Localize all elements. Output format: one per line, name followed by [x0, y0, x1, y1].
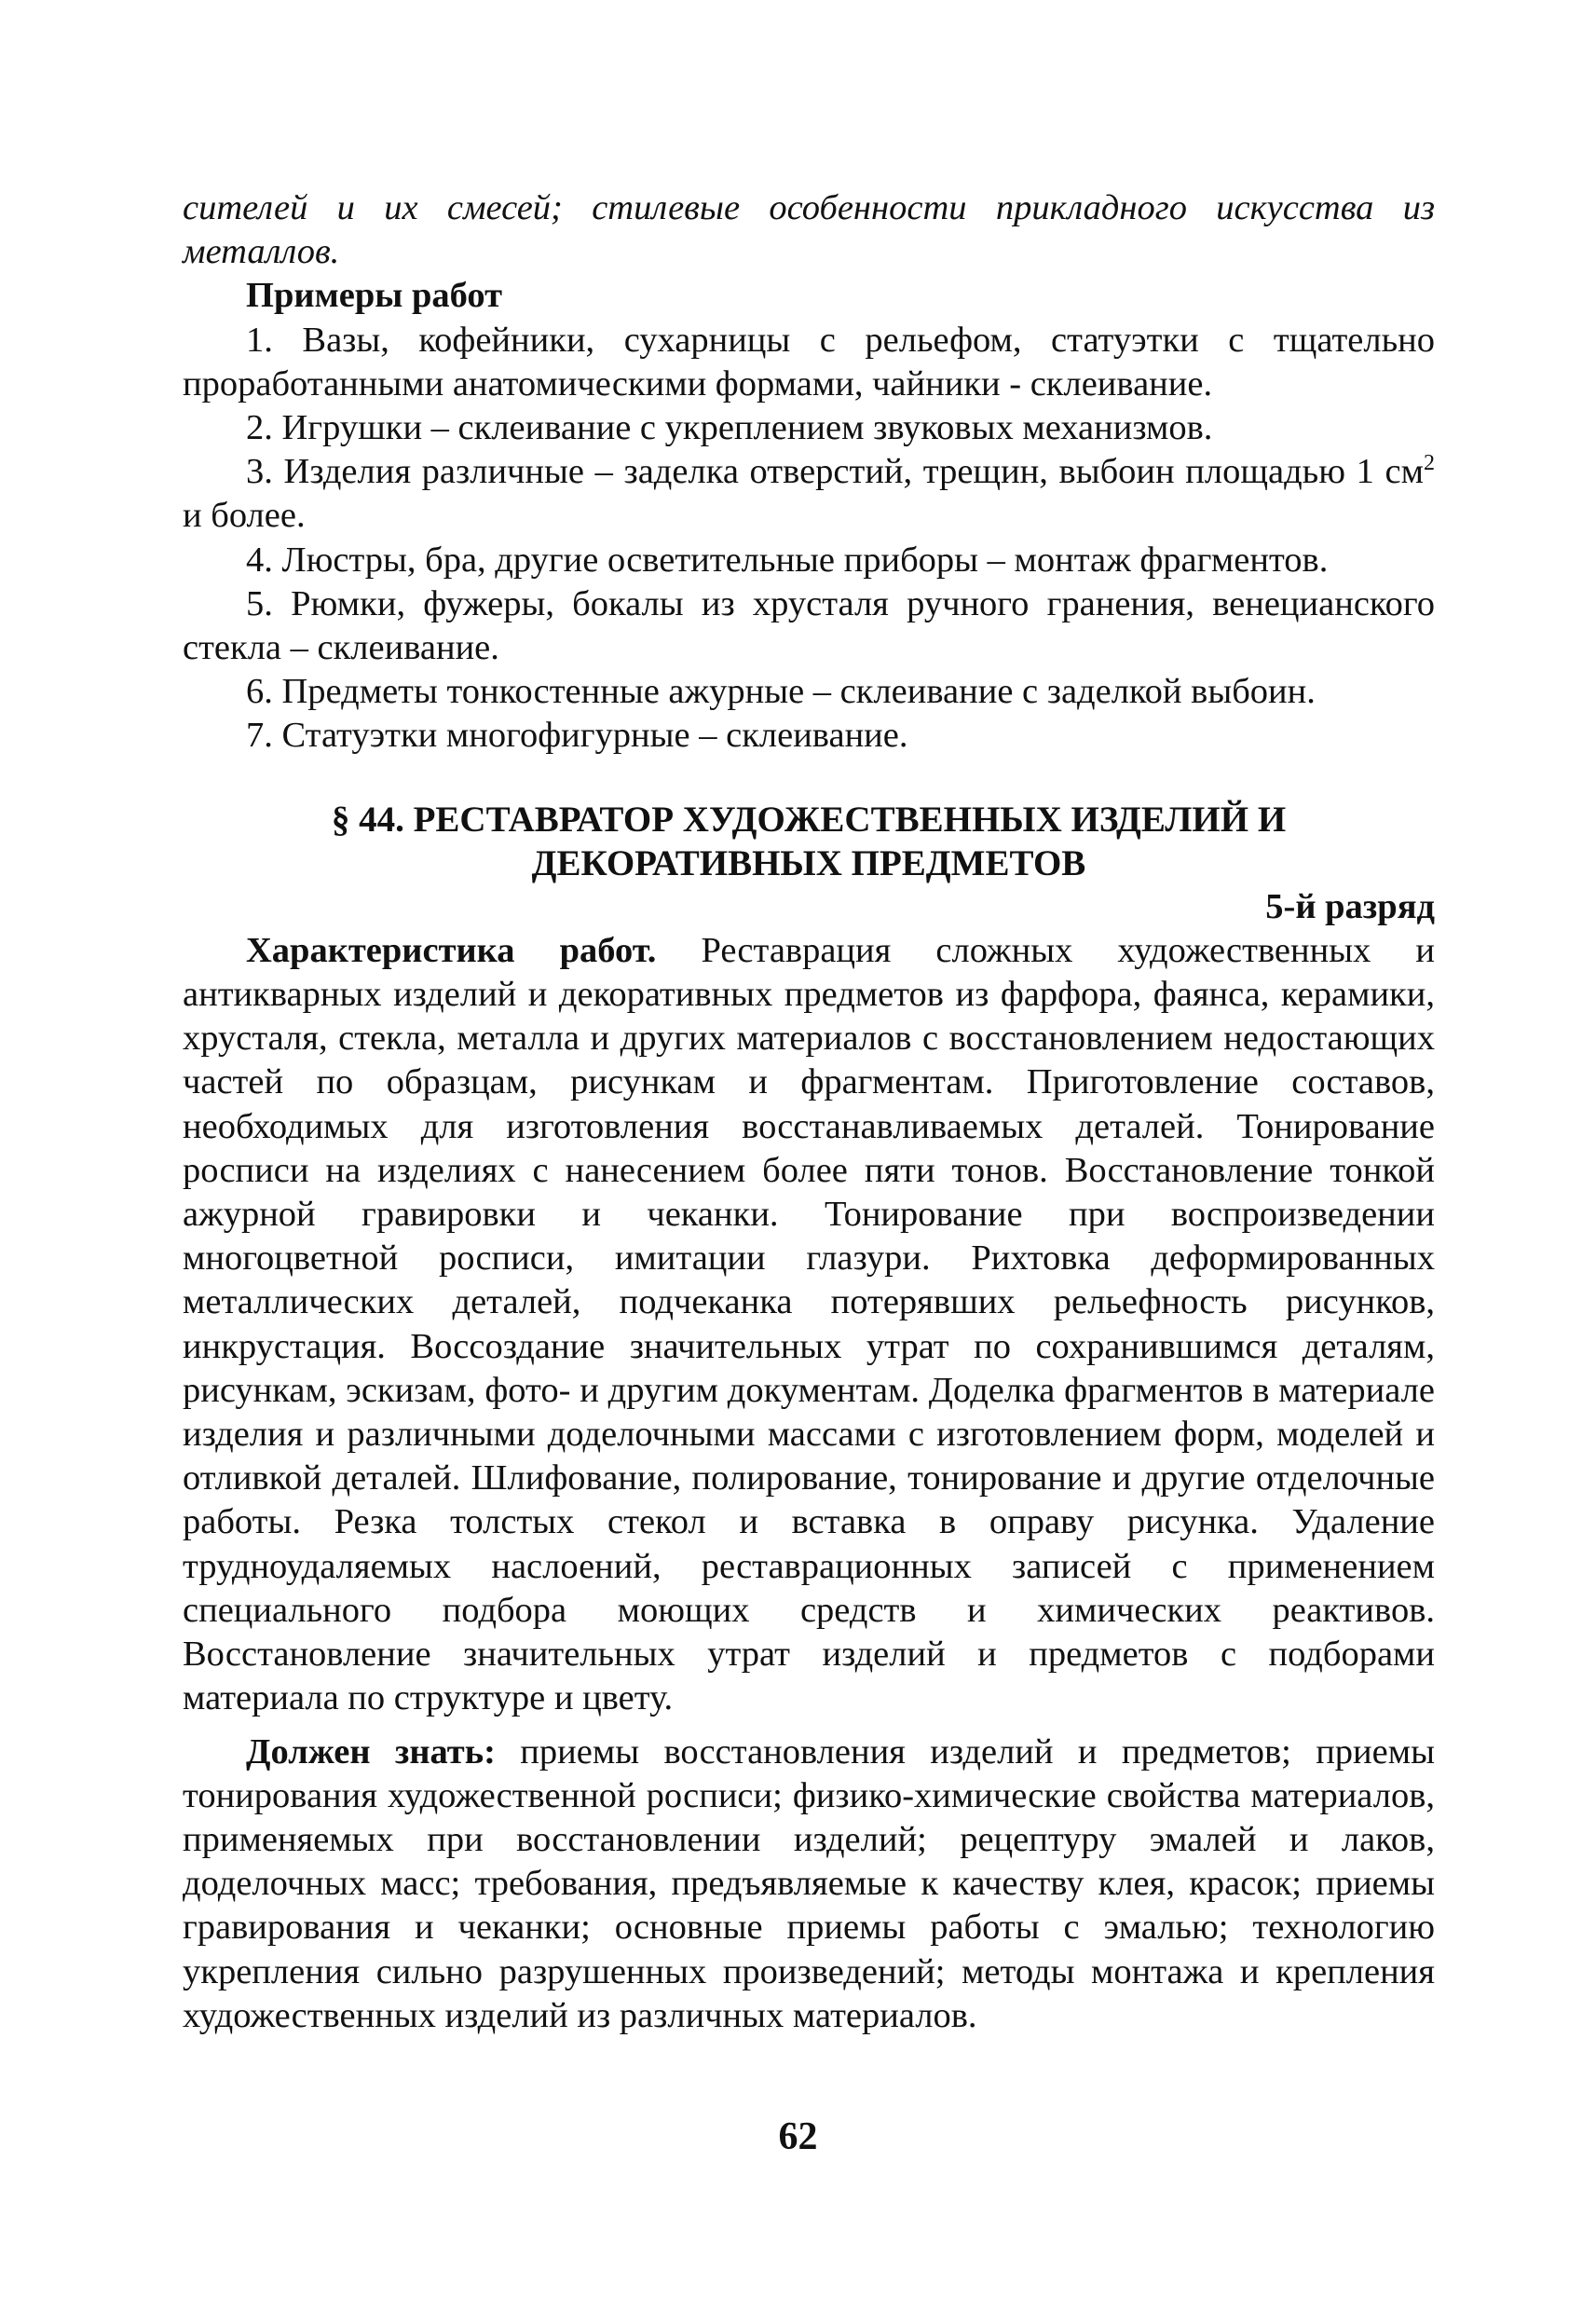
characteristics-label: Характеристика работ.: [246, 930, 657, 970]
characteristics-paragraph: [183, 929, 1435, 1721]
examples-heading: Примеры работ: [246, 276, 503, 316]
example-item-3: [183, 450, 1435, 538]
example-item-4: 4. Люстры, бра, другие осветительные приборы – монтаж фрагментов.: [246, 540, 1329, 580]
example-item-7: 7. Статуэтки многофигурные – склеивание.: [246, 716, 908, 756]
section-title-line-1: § 44. РЕСТАВРАТОР ХУДОЖЕСТВЕННЫХ ИЗДЕЛИЙ И: [331, 799, 1287, 840]
knowledge-label: Должен знать:: [246, 1731, 496, 1772]
knowledge-text: приемы восстановления изделий и предметов; приемы тонирования художественной росписи; физико-химические свойства материалов, применяемых при восстановлении изделий; рецептуру эмалей и лаков, доделочных масс; требования, предъявляемые к качеству клея, красок; приемы гравирования и чеканки; основные приемы работы с эмалью; технологию укрепления сильно разрушенных произведений; методы монтажа и крепления художественных изделий из различных материалов.: [183, 1731, 1435, 2035]
page-number: 62: [778, 2115, 818, 2158]
example-item-3-tail: и более.: [183, 496, 306, 536]
knowledge-paragraph: [183, 1731, 1435, 2038]
example-item-3-text: 3. Изделия различные – заделка отверстий, трещин, выбоин площадью 1 см: [246, 452, 1424, 492]
section-heading: [183, 798, 1435, 885]
example-item-5: 5. Рюмки, фужеры, бокалы из хрусталя ручного гранения, венецианского стекла – склеивание.: [183, 583, 1435, 668]
example-item-2: 2. Игрушки – склеивание с укреплением звуковых механизмов.: [246, 408, 1213, 448]
page-content: [183, 186, 1435, 2038]
example-item-1: 1. Вазы, кофейники, сухарницы с рельефом, статуэтки с тщательно проработанными анатомическими формами, чайники - склеивание.: [183, 320, 1435, 404]
rank-label: 5-й разряд: [1265, 886, 1435, 926]
continuation-paragraph: сителей и их смесей; стилевые особенности прикладного искусства из металлов.: [183, 188, 1435, 272]
section-title-line-2: ДЕКОРАТИВНЫХ ПРЕДМЕТОВ: [531, 842, 1086, 883]
example-item-3-superscript: 2: [1424, 451, 1435, 476]
example-item-6: 6. Предметы тонкостенные ажурные – склеивание с заделкой выбоин.: [246, 672, 1316, 712]
characteristics-text: Реставрация сложных художественных и антикварных изделий и декоративных предметов из фарфора, фаянса, керамики, хрусталя, стекла, металла и других материалов с восстановлением недостающих частей по образцам, рисункам и фрагментам. Приготовление составов, необходимых для изготовления восстанавливаемых деталей. Тонирование росписи на изделиях с нанесением более пяти тонов. Восстановление тонкой ажурной гравировки и чеканки. Тонирование при воспроизведении многоцветной росписи, имитации глазури. Рихтовка деформированных металлических деталей, подчеканка потерявших рельефность рисунков, инкрустация. Воссоздание значительных утрат по сохранившимся деталям, рисункам, эскизам, фото- и другим документам. Доделка фрагментов в материале изделия и различными доделочными массами с изготовлением форм, моделей и отливкой деталей. Шлифование, полирование, тонирование и другие отделочные работы. Резка толстых стекол и вставка в оправу рисунка. Удаление трудноудаляемых наслоений, реставрационных записей с применением специального подбора моющих средств и химических реактивов. Восстановление значительных утрат изделий и предметов с подборами материала по структуре и цвету.: [183, 930, 1435, 1718]
